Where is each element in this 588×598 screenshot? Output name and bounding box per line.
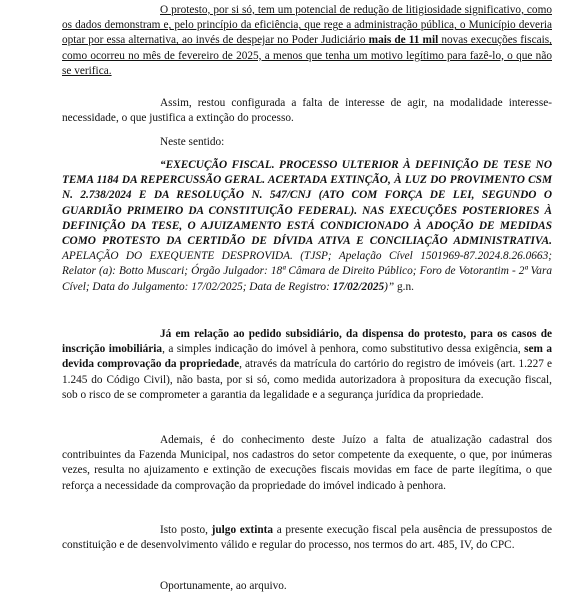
underlined-text: O protesto, por si só, tem um potencial de redução de litigiosidade significativo, como os dados demonstram e, pelo princípio da eficiência, que rege a administração pública, o Município deveria optar por essa alternativa, ao invés de despejar no Poder Judiciário mais de 11 mil novas execuções fiscais, como ocorreu no mês de fevereiro de 2025, a menos que tenha um motivo legítimo para fazê-lo, o que não se verifica.	[62, 4, 552, 77]
paragraph-arquivo: Oportunamente, ao arquivo.	[160, 580, 287, 592]
quote-registration-date: 17/02/2025	[332, 280, 385, 293]
paragraph-dispositivo: Isto posto, julgo extinta a presente execução fiscal pela ausência de pressupostos de constituição e de desenvolvimento válido e regular do processo, nos termos do art. 485, IV, do CPC.	[62, 524, 553, 552]
paragraph-ademais: Ademais, é do conhecimento deste Juízo a falta de atualização cadastral dos contribuintes da Fazenda Municipal, nos cadastros do setor competente da exequente, o que, por inúmeras vezes, resulta no ajuizamento e extinção de execuções fiscais movidas em face de parte ilegítima, o que reforça a necessidade da comprovação da propriedade do imóvel indicado à penhora.	[62, 434, 552, 492]
quote-gn-note: g.n.	[397, 280, 414, 293]
quote-close: )”	[384, 280, 398, 293]
paragraph-interesse-agir: Assim, restou configurada a falta de interesse de agir, na modalidade interesse-necessidade, o que justifica a extinção do processo.	[62, 97, 552, 125]
paragraph-pedido-subsidiario: Já em relação ao pedido subsidiário, da dispensa do protesto, para os casos de inscrição imobiliária, a simples indicação do imóvel à penhora, como substitutivo dessa exigência, sem a devida comprovação da propriedade, através da matrícula do cartório do registro de imóveis (art. 1.227 e 1.245 do Código Civil), não basta, por si só, como medida autorizadora à propositura da execução fiscal, sob o risco de se comprometer a garantia da legalidade e a segurança jurídica da propriedade.	[62, 328, 553, 401]
quote-headnote: “EXECUÇÃO FISCAL. PROCESSO ULTERIOR À DEFINIÇÃO DE TESE NO TEMA 1184 DA REPERCUSSÃO GERAL. ACERTADA EXTINÇÃO, À LUZ DO PROVIMENTO CSM N. 2.738/2024 E DA RESOLUÇÃO N. 547/CNJ (ATO COM FORÇA DE LEI, SEGUNDO O GUARDIÃO PRIMEIRO DA CONSTITUIÇÃO FEDERAL). NAS EXECUÇÕES POSTERIORES À DEFINIÇÃO DA TESE, O AJUIZAMENTO ESTÁ CONDICIONADO À ADOÇÃO DE MEDIDAS COMO PROTESTO DA CERTIDÃO DE DÍVIDA ATIVA E CONCILIAÇÃO ADMINISTRATIVA.	[62, 159, 552, 248]
quote-citation: APELAÇÃO DO EXEQUENTE DESPROVIDA. (TJSP; Apelação Cível 1501969-87.2024.8.26.0663; Relator (a): Botto Muscari; Órgão Julgador: 18ª Câmara de Direito Público; Foro de Votorantim - 2ª Vara Cível; Data do Julgamento: 17/02/2025; Data de Registro:	[62, 250, 552, 293]
paragraph-protesto	[62, 3, 552, 79]
jurisprudence-quote	[62, 158, 552, 295]
paragraph-neste-sentido: Neste sentido:	[160, 136, 225, 148]
bold-figure: mais de 11 mil	[368, 34, 439, 47]
